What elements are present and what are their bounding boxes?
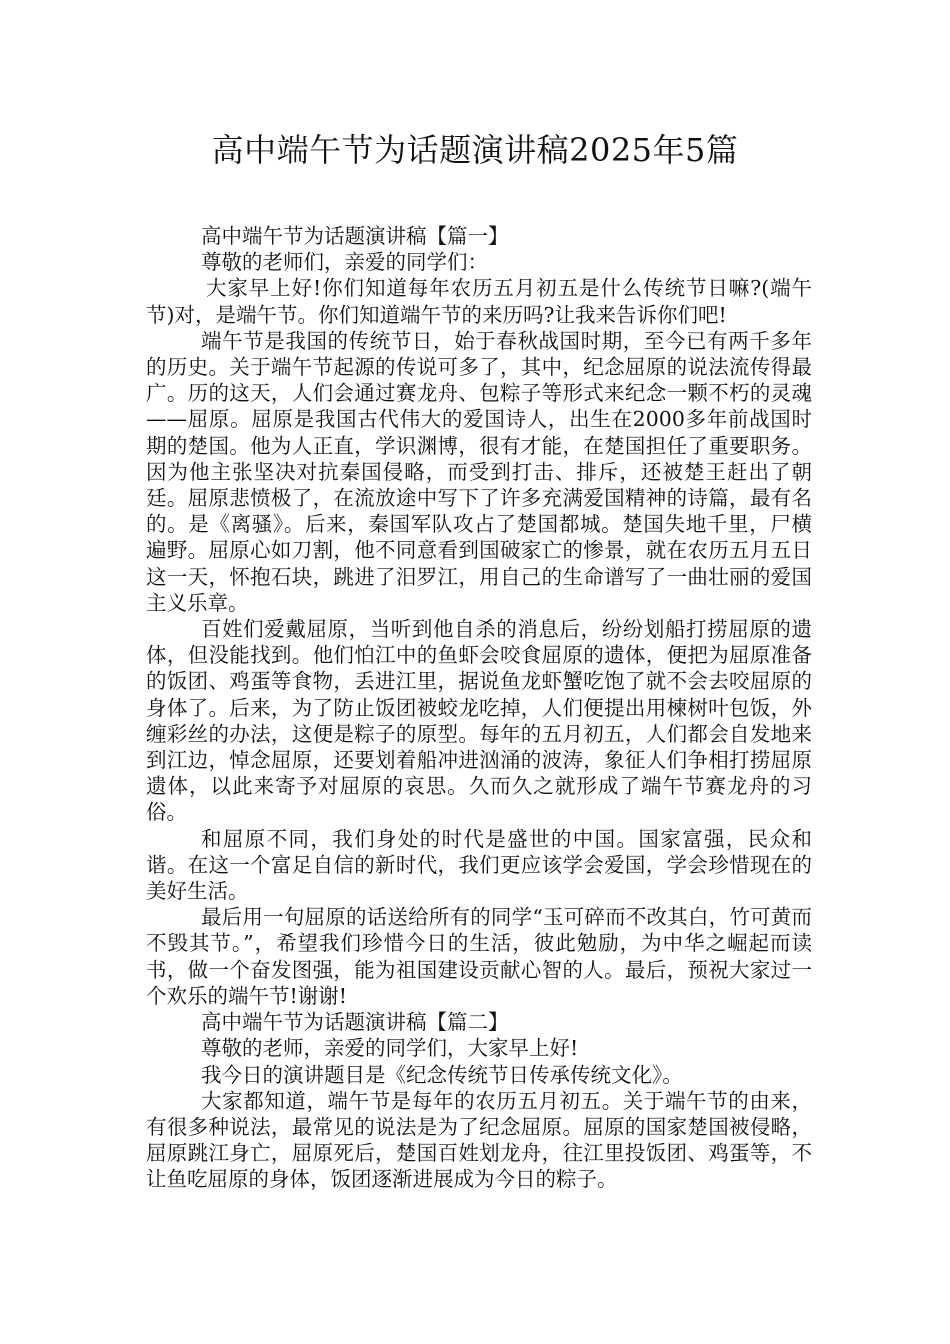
paragraph: 大家都知道，端午节是每年的农历五月初五。关于端午节的由来，有很多种说法，最常见的说法是为了纪念屈原。屈原的国家楚国被侵略，屈原跳江身亡，屈原死后，楚国百姓划龙舟，往江里投饭团、鸡蛋等，不让鱼吃屈原的身体，饭团逐渐进展成为今日的粽子。 bbox=[146, 1088, 812, 1192]
document-title: 高中端午节为话题演讲稿2025年5篇 bbox=[211, 131, 739, 169]
paragraph: 大家早上好!你们知道每年农历五月初五是什么传统节日嘛?(端午节)对，是端午节。你们知道端午节的来历吗?让我来告诉你们吧! bbox=[146, 276, 812, 327]
document-body bbox=[146, 223, 812, 1193]
paragraph: 端午节是我国的传统节日，始于春秋战国时期，至今已有两千多年的历史。关于端午节起源的传说可多了，其中，纪念屈原的说法流传得最广。历的这天，人们会通过赛龙舟、包粽子等形式来纪念一颗不朽的灵魂——屈原。屈原是我国古代伟大的爱国诗人，出生在2000多年前战国时期的楚国。他为人正直，学识渊博，很有才能，在楚国担任了重要职务。因为他主张坚决对抗秦国侵略，而受到打击、排斥，还被楚王赶出了朝廷。屈原悲愤极了，在流放途中写下了许多充满爱国精神的诗篇，最有名的。是《离骚》。后来，秦国军队攻占了楚国都城。楚国失地千里，尸横遍野。屈原心如刀割，他不同意看到国破家亡的惨景，就在农历五月五日这一天，怀抱石块，跳进了汨罗江，用自己的生命谱写了一曲壮丽的爱国主义乐章。 bbox=[146, 328, 812, 615]
section-heading-1: 高中端午节为话题演讲稿【篇一】 bbox=[201, 224, 509, 248]
paragraph: 和屈原不同，我们身处的时代是盛世的中国。国家富强，民众和谐。在这一个富足自信的新时代，我们更应该学会爱国，学会珍惜现在的美好生活。 bbox=[146, 826, 812, 904]
paragraph: 百姓们爱戴屈原，当听到他自杀的消息后，纷纷划船打捞屈原的遗体，但没能找到。他们怕江中的鱼虾会咬食屈原的遗体，便把为屈原准备的饭团、鸡蛋等食物，丢进江里，据说鱼龙虾蟹吃饱了就不会去咬屈原的身体了。后来，为了防止饭团被蛟龙吃掉，人们便提出用楝树叶包饭，外缠彩丝的办法，这便是粽子的原型。每年的五月初五，人们都会自发地来到江边，悼念屈原，还要划着船冲进汹涌的波涛，象征人们争相打捞屈原遗体，以此来寄予对屈原的哀思。久而久之就形成了端午节赛龙舟的习俗。 bbox=[146, 617, 812, 825]
paragraph: 最后用一句屈原的话送给所有的同学“玉可碎而不改其白，竹可黄而不毁其节。”，希望我们珍惜今日的生活，彼此勉励，为中华之崛起而读书，做一个奋发图强，能为祖国建设贡献心智的人。最后，预祝大家过一个欢乐的端午节!谢谢! bbox=[146, 905, 812, 1008]
salutation: 尊敬的老师，亲爱的同学们，大家早上好! bbox=[201, 1036, 579, 1061]
salutation: 尊敬的老师们，亲爱的同学们： bbox=[201, 250, 488, 275]
paragraph: 我今日的演讲题目是《纪念传统节日传承传统文化》。 bbox=[201, 1062, 683, 1087]
section-heading-2: 高中端午节为话题演讲稿【篇二】 bbox=[201, 1010, 509, 1035]
